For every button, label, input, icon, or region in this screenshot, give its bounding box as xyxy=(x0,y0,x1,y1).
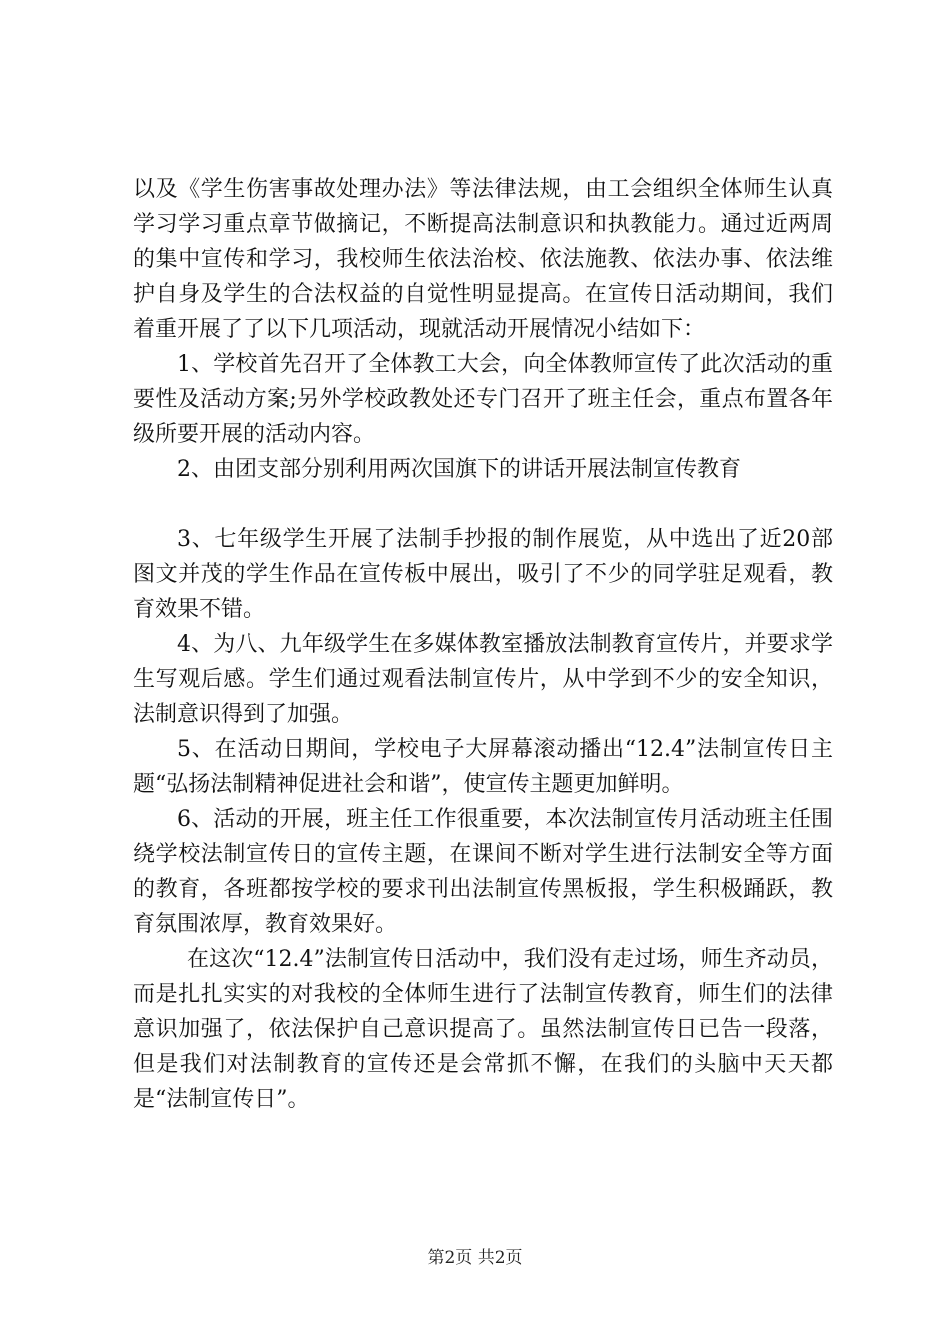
document-body xyxy=(133,172,833,1117)
paragraph-conclusion: 在这次“12.4”法制宣传日活动中，我们没有走过场，师生齐动员，而是扎扎实实的对我校的全体师生进行了法制宣传教育，师生们的法律意识加强了，依法保护自己意识提高了。虽然法制宣传日已告一段落，但是我们对法制教育的宣传还是会常抓不懈，在我们的头脑中天天都是“法制宣传日”。 xyxy=(133,947,833,1112)
paragraph-intro: 以及《学生伤害事故处理办法》等法律法规，由工会组织全体师生认真学习学习重点章节做摘记，不断提高法制意识和执教能力。通过近两周的集中宣传和学习，我校师生依法治校、依法施教、依法办事、依法维护自身及学生的合法权益的自觉性明显提高。在宣传日活动期间，我们着重开展了了以下几项活动，现就活动开展情况小结如下： xyxy=(133,177,833,342)
page-number-footer: 第2页 共2页 xyxy=(427,1248,523,1268)
paragraph-item-6: 6、活动的开展，班主任工作很重要，本次法制宣传月活动班主任围绕学校法制宣传日的宣传主题，在课间不断对学生进行法制安全等方面的教育，各班都按学校的要求刊出法制宣传黑板报，学生积极踊跃，教育氛围浓厚，教育效果好。 xyxy=(133,807,833,937)
paragraph-item-2: 2、由团支部分别利用两次国旗下的讲话开展法制宣传教育 xyxy=(177,457,741,482)
paragraph-item-4: 4、为八、九年级学生在多媒体教室播放法制教育宣传片，并要求学生写观后感。学生们通过观看法制宣传片，从中学到不少的安全知识，法制意识得到了加强。 xyxy=(133,632,833,727)
paragraph-item-5: 5、在活动日期间，学校电子大屏幕滚动播出“12.4”法制宣传日主题“弘扬法制精神促进社会和谐”，使宣传主题更加鲜明。 xyxy=(133,737,833,797)
paragraph-item-3: 3、七年级学生开展了法制手抄报的制作展览，从中选出了近20部图文并茂的学生作品在宣传板中展出，吸引了不少的同学驻足观看，教育效果不错。 xyxy=(133,527,833,622)
paragraph-item-1: 1、学校首先召开了全体教工大会，向全体教师宣传了此次活动的重要性及活动方案;另外学校政教处还专门召开了班主任会，重点布置各年级所要开展的活动内容。 xyxy=(133,352,833,447)
